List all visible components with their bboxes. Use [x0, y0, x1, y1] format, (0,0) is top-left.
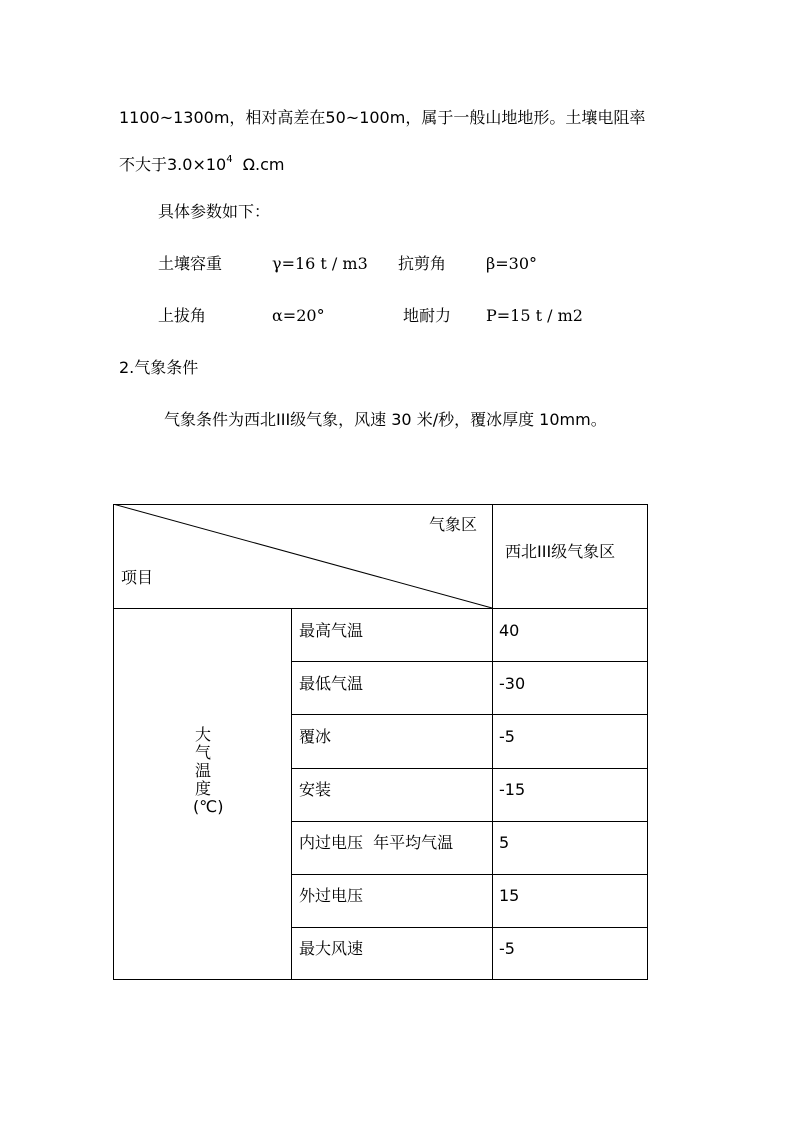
soil-weight-value: γ=16 t / m3	[272, 254, 368, 273]
bearing-capacity-value: P=15 t / m2	[486, 306, 583, 325]
row-value: -30	[499, 674, 526, 693]
paragraph-line-2	[119, 150, 284, 175]
paragraph-line-1: 1100~1300m，相对高差在50~100m，属于一般山地地形。土壤电阻率	[119, 108, 646, 127]
row-item: 最高气温	[299, 621, 364, 640]
row-value: 40	[499, 621, 520, 640]
uplift-angle-label: 上拔角	[158, 306, 207, 325]
row-item: 外过电压	[299, 886, 364, 905]
row-value: -15	[499, 780, 526, 799]
row-item: 安装	[299, 780, 332, 799]
header-column-label: 气象区	[429, 515, 478, 534]
row-value: -5	[499, 727, 515, 746]
weather-table	[113, 504, 648, 980]
uplift-angle-value: α=20°	[272, 306, 325, 325]
resistivity-prefix: 不大于3.0×10	[119, 155, 227, 174]
parameters-intro: 具体参数如下：	[158, 202, 271, 221]
resistivity-unit: Ω.cm	[232, 155, 285, 174]
row-item: 内过电压 年平均气温	[299, 833, 454, 852]
resistivity-exponent: 4	[226, 154, 233, 165]
section-text: 气象条件为西北III级气象，风速 30 米/秒，覆冰厚度 10mm。	[164, 410, 607, 429]
header-row-label: 项目	[121, 568, 154, 587]
row-item: 最大风速	[299, 939, 364, 958]
shear-angle-value: β=30°	[486, 254, 538, 273]
row-item: 覆冰	[299, 727, 332, 746]
row-value: 15	[499, 886, 520, 905]
group-label-vertical: 大气温度(℃)	[193, 725, 224, 816]
row-item: 最低气温	[299, 674, 364, 693]
soil-weight-label: 土壤容重	[158, 254, 223, 273]
row-value: 5	[499, 833, 510, 852]
shear-angle-label: 抗剪角	[398, 254, 447, 273]
header-zone: 西北III级气象区	[505, 542, 616, 561]
row-value: -5	[499, 939, 515, 958]
bearing-capacity-label: 地耐力	[403, 306, 452, 325]
section-heading: 2.气象条件	[119, 358, 199, 377]
